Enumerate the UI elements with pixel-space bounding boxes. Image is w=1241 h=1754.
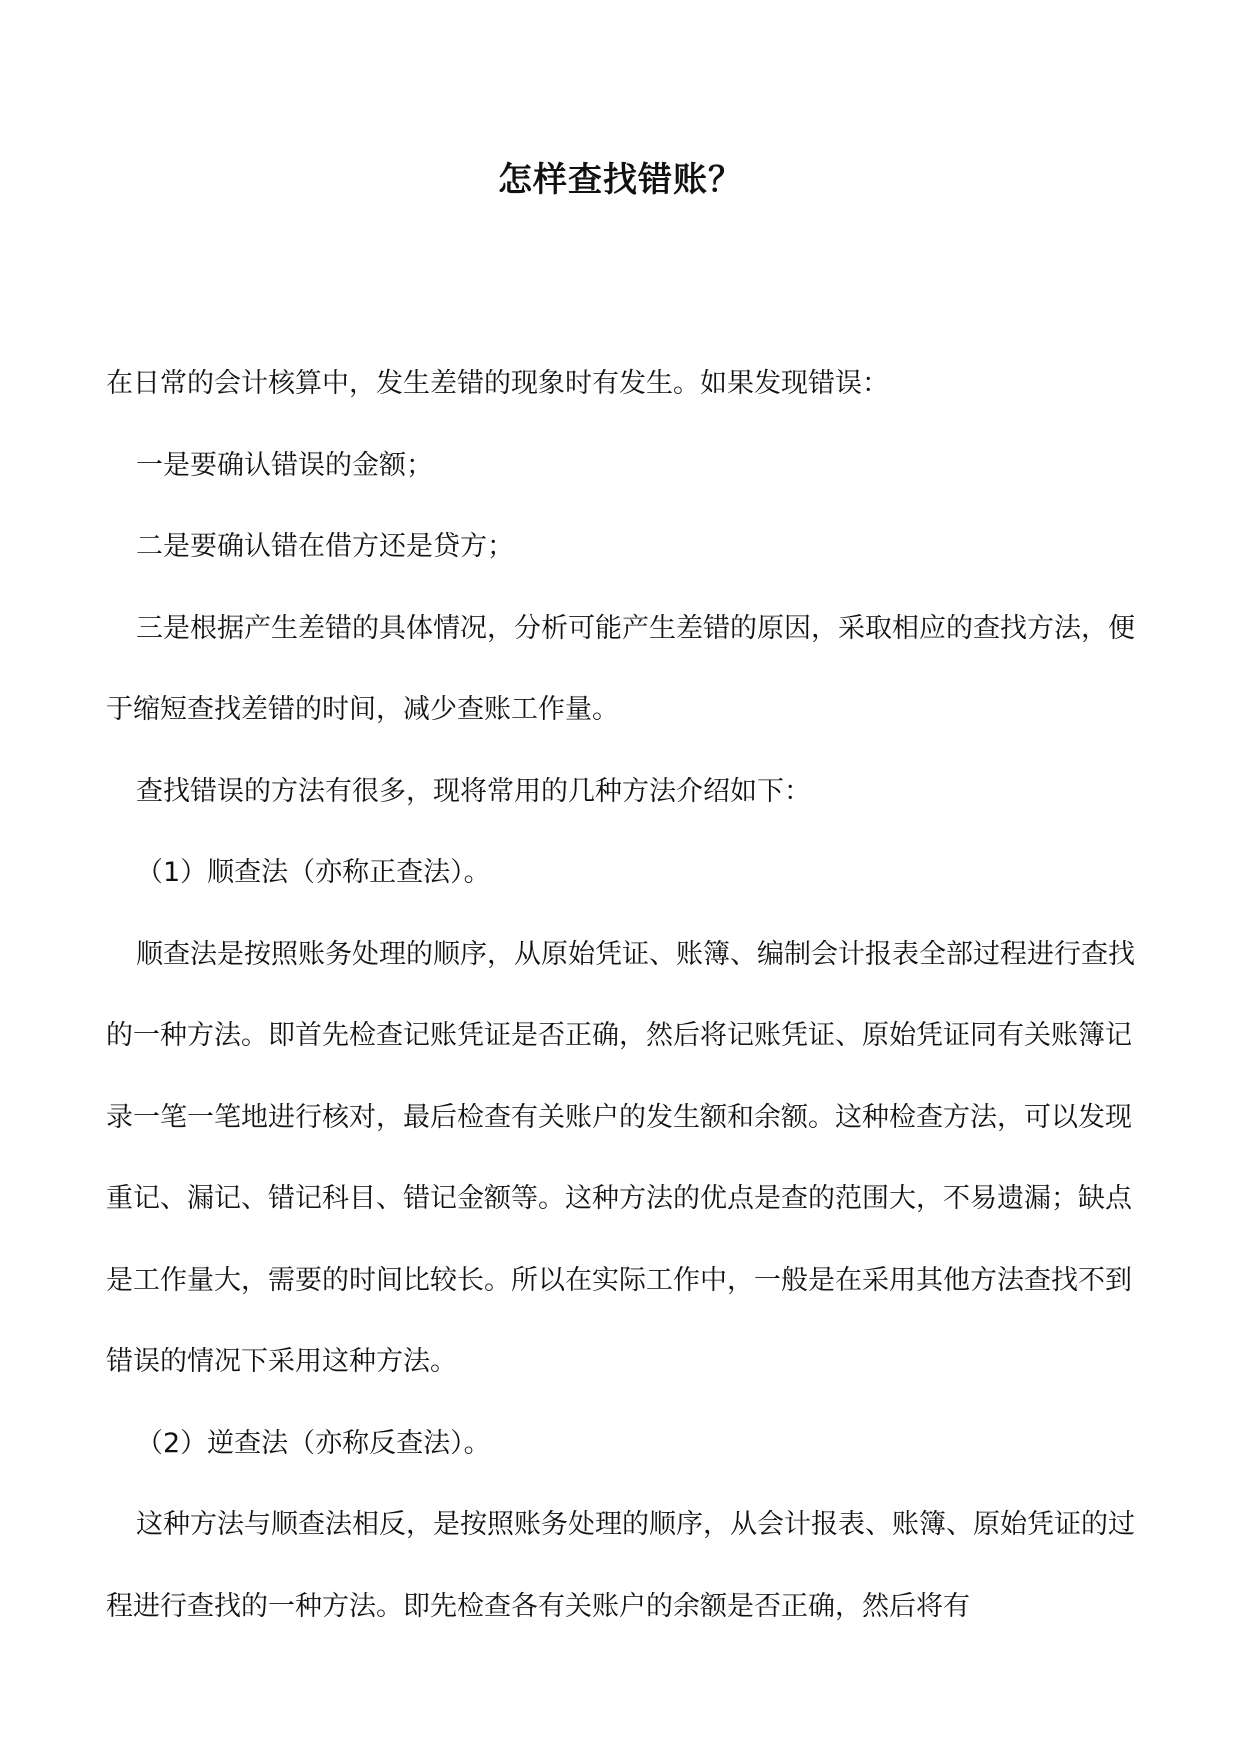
- paragraph-methods-intro: 查找错误的方法有很多，现将常用的几种方法介绍如下：: [136, 775, 811, 807]
- paragraph-step-one: 一是要确认错误的金额；: [136, 449, 433, 481]
- document-title: 怎样查找错账？: [498, 160, 743, 200]
- section-heading-forward-check: （1）顺查法（亦称正查法）。: [136, 857, 491, 888]
- section-heading-reverse-check: （2）逆查法（亦称反查法）。: [136, 1427, 491, 1459]
- paragraph-step-two: 二是要确认错在借方还是贷方；: [136, 531, 514, 562]
- paragraph-step-three: 三是根据产生差错的具体情况，分析可能产生差错的原因，采取相应的查找方法，便于缩短查找差错的时间，减少查账工作量。: [106, 612, 1135, 725]
- paragraph-reverse-check: 这种方法与顺查法相反，是按照账务处理的顺序，从会计报表、账簿、原始凭证的过程进行查找的一种方法。即先检查各有关账户的余额是否正确，然后将有: [106, 1509, 1135, 1622]
- paragraph-forward-check: 顺查法是按照账务处理的顺序，从原始凭证、账簿、编制会计报表全部过程进行查找的一种方法。即首先检查记账凭证是否正确，然后将记账凭证、原始凭证同有关账簿记录一笔一笔地进行核对，最后检查有关账户的发生额和余额。这种检查方法，可以发现重记、漏记、错记科目、错记金额等。这种方法的优点是查的范围大，不易遗漏；缺点是工作量大，需要的时间比较长。所以在实际工作中，一般是在采用其他方法查找不到错误的情况下采用这种方法。: [106, 938, 1135, 1377]
- paragraph-intro: 在日常的会计核算中，发生差错的现象时有发生。如果发现错误：: [106, 368, 889, 399]
- document-body: [106, 343, 1136, 1647]
